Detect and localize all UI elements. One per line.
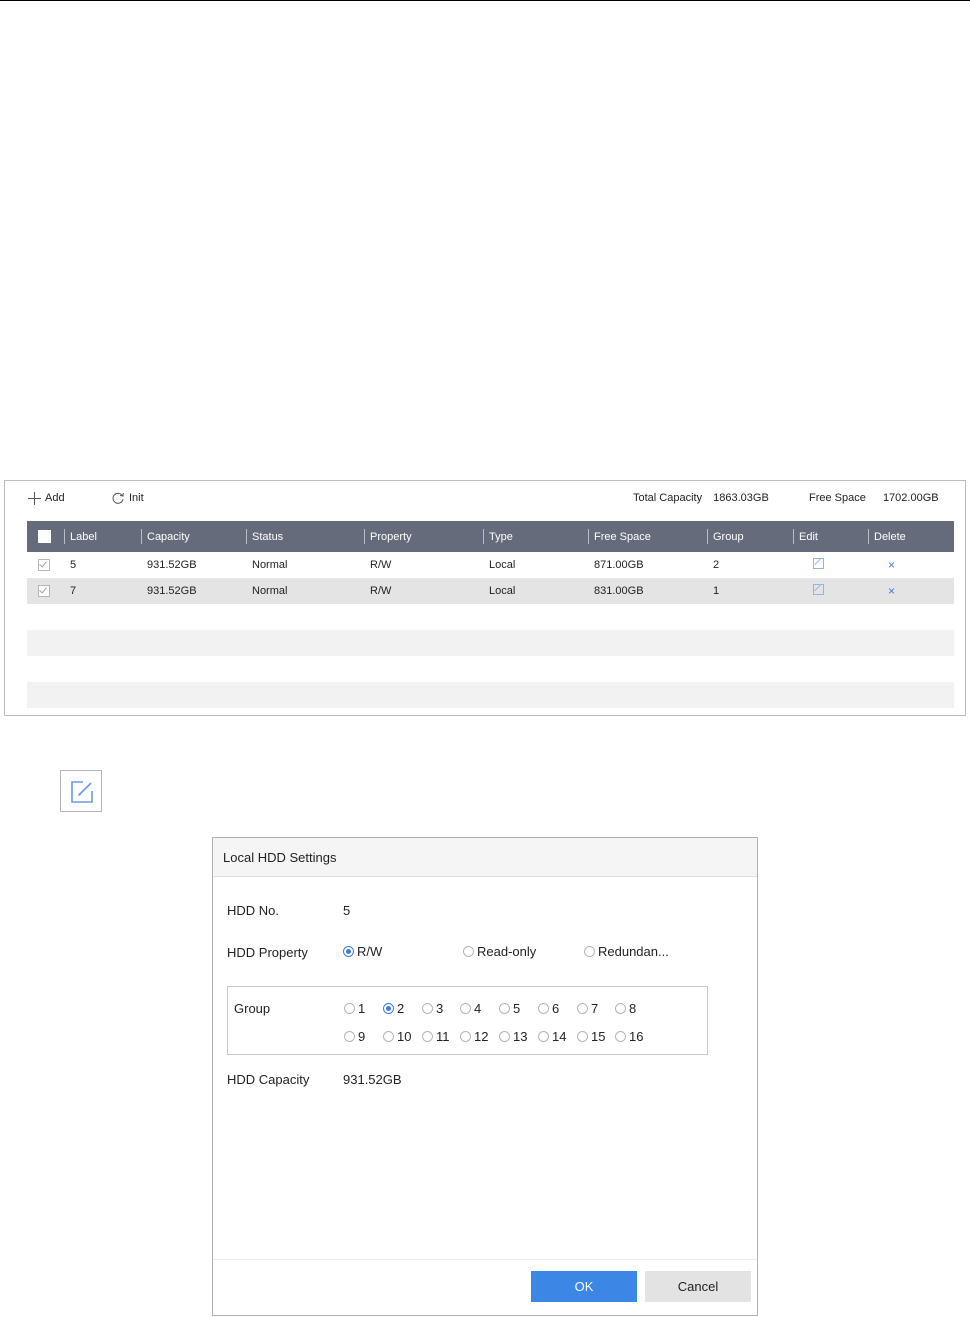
cell-type: Local bbox=[489, 585, 516, 597]
header-group[interactable]: Group bbox=[707, 521, 793, 552]
group-radio-16[interactable]: 16 bbox=[615, 1029, 643, 1044]
select-all-checkbox[interactable] bbox=[38, 530, 51, 543]
header-edit: Edit bbox=[793, 521, 868, 552]
delete-icon[interactable]: × bbox=[888, 584, 896, 598]
cell-label: 5 bbox=[70, 559, 77, 571]
property-radio-read-only[interactable]: Read-only bbox=[463, 944, 536, 959]
cell-group: 1 bbox=[713, 585, 720, 597]
radio-icon[interactable] bbox=[499, 1003, 510, 1014]
cell-status: Normal bbox=[252, 559, 288, 571]
local-hdd-settings-dialog bbox=[212, 837, 758, 1316]
dialog-title: Local HDD Settings bbox=[223, 849, 337, 865]
free-space-label: Free Space bbox=[809, 492, 866, 504]
row-checkbox[interactable] bbox=[38, 559, 50, 571]
group-radio-3[interactable]: 3 bbox=[422, 1001, 443, 1016]
group-radio-14[interactable]: 14 bbox=[538, 1029, 566, 1044]
cell-free-space: 871.00GB bbox=[594, 559, 644, 571]
radio-icon[interactable] bbox=[538, 1031, 549, 1042]
cell-property: R/W bbox=[370, 585, 392, 597]
add-button-label: Add bbox=[45, 492, 65, 504]
group-radio-4[interactable]: 4 bbox=[460, 1001, 481, 1016]
init-button-label: Init bbox=[129, 492, 144, 504]
total-capacity-label: Total Capacity bbox=[633, 492, 703, 504]
radio-icon[interactable] bbox=[615, 1003, 626, 1014]
radio-icon[interactable] bbox=[499, 1031, 510, 1042]
delete-icon[interactable]: × bbox=[888, 558, 896, 572]
total-capacity-summary bbox=[633, 492, 769, 504]
radio-icon[interactable] bbox=[463, 946, 474, 957]
table-row[interactable] bbox=[27, 552, 954, 578]
group-radio-7[interactable]: 7 bbox=[577, 1001, 598, 1016]
radio-icon[interactable] bbox=[460, 1031, 471, 1042]
init-button[interactable] bbox=[111, 491, 144, 505]
header-delete: Delete bbox=[868, 521, 954, 552]
edit-icon[interactable] bbox=[813, 584, 824, 595]
cell-capacity: 931.52GB bbox=[147, 585, 197, 597]
free-space-value: 1702.00GB bbox=[882, 492, 939, 504]
radio-icon[interactable] bbox=[615, 1031, 626, 1042]
cell-free-space: 831.00GB bbox=[594, 585, 644, 597]
hdd-capacity-value: 931.52GB bbox=[343, 1072, 402, 1087]
cell-property: R/W bbox=[370, 559, 392, 571]
cell-type: Local bbox=[489, 559, 516, 571]
row-checkbox-cell[interactable] bbox=[27, 578, 64, 604]
dialog-header bbox=[213, 838, 757, 877]
empty-row bbox=[27, 604, 954, 630]
radio-icon[interactable] bbox=[422, 1031, 433, 1042]
row-checkbox-cell[interactable] bbox=[27, 552, 64, 578]
table-row[interactable] bbox=[27, 578, 954, 604]
cell-status: Normal bbox=[252, 585, 288, 597]
empty-row bbox=[27, 630, 954, 656]
edit-icon-illustration bbox=[60, 770, 102, 812]
hdd-no-label: HDD No. bbox=[227, 903, 280, 918]
property-radio-redundancy[interactable]: Redundan... bbox=[584, 944, 669, 959]
refresh-icon bbox=[111, 491, 125, 505]
property-radio-rw[interactable]: R/W bbox=[343, 944, 382, 959]
header-capacity[interactable]: Capacity bbox=[141, 521, 246, 552]
radio-icon[interactable] bbox=[460, 1003, 471, 1014]
group-radio-8[interactable]: 8 bbox=[615, 1001, 636, 1016]
edit-icon bbox=[69, 779, 95, 805]
radio-icon[interactable] bbox=[383, 1031, 394, 1042]
group-radio-12[interactable]: 12 bbox=[460, 1029, 488, 1044]
radio-icon[interactable] bbox=[584, 946, 595, 957]
hdd-list-panel bbox=[4, 480, 966, 716]
group-radio-9[interactable]: 9 bbox=[344, 1029, 365, 1044]
radio-icon[interactable] bbox=[577, 1031, 588, 1042]
free-space-summary bbox=[809, 492, 939, 504]
group-radio-2[interactable]: 2 bbox=[383, 1001, 404, 1016]
header-label[interactable]: Label bbox=[64, 521, 141, 552]
ok-button[interactable]: OK bbox=[531, 1271, 637, 1302]
plus-icon bbox=[27, 491, 41, 505]
group-radio-13[interactable]: 13 bbox=[499, 1029, 527, 1044]
row-checkbox[interactable] bbox=[38, 585, 50, 597]
cell-delete[interactable] bbox=[868, 578, 954, 604]
cancel-button[interactable]: Cancel bbox=[645, 1271, 751, 1302]
table-header-row bbox=[27, 521, 954, 552]
hdd-no-value: 5 bbox=[343, 903, 351, 918]
group-box bbox=[227, 986, 708, 1055]
add-button[interactable] bbox=[27, 491, 65, 505]
radio-selected-icon[interactable] bbox=[383, 1003, 394, 1014]
edit-icon[interactable] bbox=[813, 558, 824, 569]
hdd-table bbox=[27, 521, 954, 708]
empty-row bbox=[27, 682, 954, 708]
page-top-rule bbox=[0, 0, 970, 1]
cell-label: 7 bbox=[70, 585, 77, 597]
header-status[interactable]: Status bbox=[246, 521, 364, 552]
total-capacity-value: 1863.03GB bbox=[713, 492, 769, 504]
group-radio-6[interactable]: 6 bbox=[538, 1001, 559, 1016]
radio-selected-icon[interactable] bbox=[343, 946, 354, 957]
header-free-space[interactable]: Free Space bbox=[588, 521, 707, 552]
select-all-cell[interactable] bbox=[27, 521, 64, 552]
cell-group: 2 bbox=[713, 559, 720, 571]
radio-icon[interactable] bbox=[344, 1031, 355, 1042]
group-radio-1[interactable]: 1 bbox=[344, 1001, 365, 1016]
cell-capacity: 931.52GB bbox=[147, 559, 197, 571]
header-type[interactable]: Type bbox=[483, 521, 588, 552]
cell-edit[interactable] bbox=[793, 578, 868, 604]
empty-row bbox=[27, 656, 954, 682]
radio-icon[interactable] bbox=[344, 1003, 355, 1014]
group-radio-10[interactable]: 10 bbox=[383, 1029, 411, 1044]
group-radio-5[interactable]: 5 bbox=[499, 1001, 520, 1016]
group-radio-11[interactable]: 11 bbox=[422, 1029, 450, 1044]
radio-icon[interactable] bbox=[577, 1003, 588, 1014]
header-property[interactable]: Property bbox=[364, 521, 483, 552]
cell-edit[interactable] bbox=[793, 552, 868, 578]
dialog-footer bbox=[213, 1259, 757, 1315]
radio-icon[interactable] bbox=[422, 1003, 433, 1014]
cell-delete[interactable] bbox=[868, 552, 954, 578]
hdd-capacity-label: HDD Capacity bbox=[227, 1072, 310, 1087]
hdd-property-label: HDD Property bbox=[227, 945, 308, 960]
radio-icon[interactable] bbox=[538, 1003, 549, 1014]
group-label: Group bbox=[234, 1001, 271, 1016]
group-radio-15[interactable]: 15 bbox=[577, 1029, 605, 1044]
